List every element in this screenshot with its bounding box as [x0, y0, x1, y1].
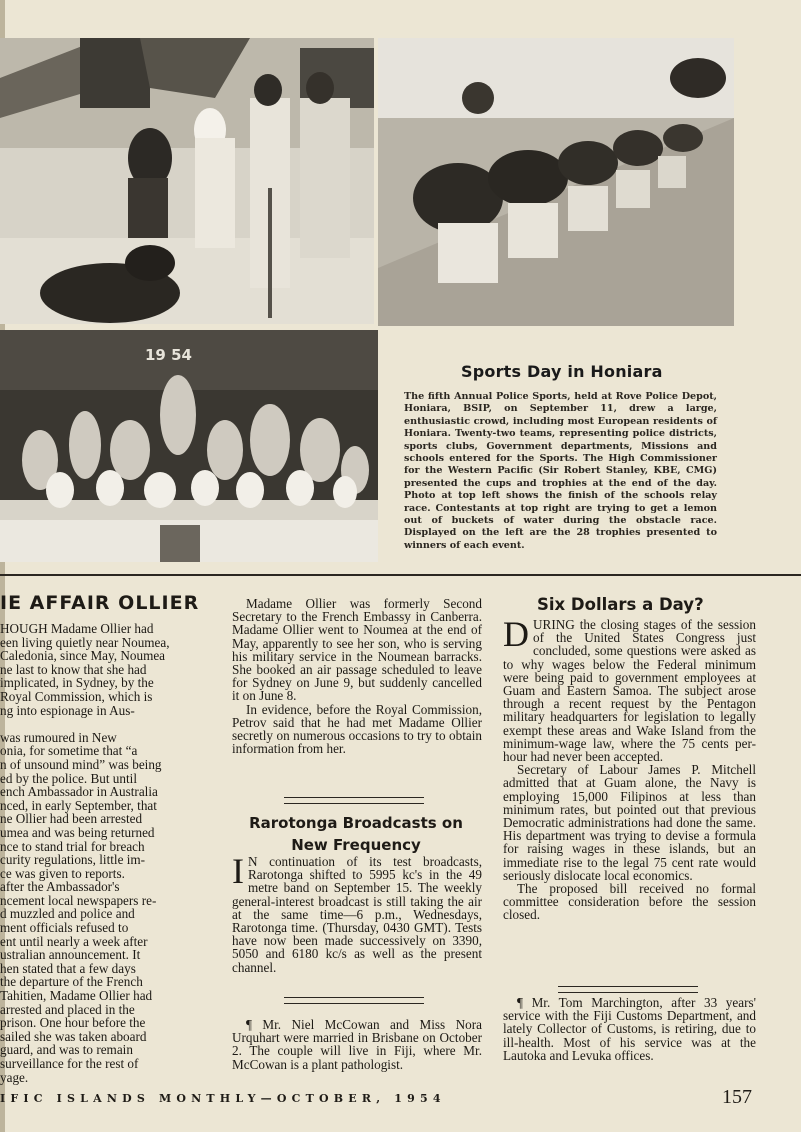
- rarotonga-heading: Rarotonga Broadcasts on New Frequency: [249, 814, 463, 854]
- trophy-year-banner: 19 54: [145, 346, 192, 364]
- mccowan-paragraph: ¶ Mr. Niel McCowan and Miss Nora Urquhart were married in Brisbane on October 2. The couple will live in Fiji, where Mr. McCowan is a plant pathologist.: [232, 1017, 482, 1072]
- rarotonga-article: [232, 851, 482, 975]
- ollier-line: ustralian announcement. It: [0, 947, 141, 963]
- ollier-line: [0, 717, 208, 731]
- ollier-continued: [232, 597, 482, 755]
- ollier-heading: IE AFFAIR OLLIER: [0, 592, 200, 614]
- ollier-text-lines: [0, 622, 208, 1084]
- ollier-line: arrested and placed in the: [0, 1001, 135, 1017]
- six-dollars-paragraph-2: Secretary of Labour James P. Mitchell admitted that at Guam alone, the Navy is employing 15,000 Filipinos at less than minimum rates, but pointed out that previous Democratic administrations had done the same. His department was trying to devise a formula for raising wages in these islands, but an immediate rise to the legal 75 cent rate would seriously dislocate local economics.: [503, 762, 756, 883]
- ollier-column: [0, 622, 208, 1084]
- ollier-line: ench Ambassador in Australia: [0, 784, 158, 800]
- marchington-paragraph: ¶ Mr. Tom Marchington, after 33 years' service with the Fiji Customs Department, and lately Collector of Customs, is retiring, due to ill-health. Most of his service was at the Lautoka and Levuka offices.: [503, 995, 756, 1063]
- ollier-line: ed by the police. But until: [0, 770, 137, 786]
- six-dollars-body-1: URING the closing stages of the session of the United States Congress just concluded, some questions were asked as to why wages below the Federal minimum were being paid to government employees at Guam and Eastern Samoa. The subject arose through a recent request by the Pentagon military headquarters for legislation to legally exempt these areas and Wake Island from the minimum-wage law, where the 75 cents per-hour had never been accepted.: [503, 617, 756, 765]
- photo-caption-title: Sports Day in Honiara: [461, 362, 663, 381]
- ollier-cont-paragraph-1: Madame Ollier was formerly Second Secretary to the French Embassy in Canberra. Madame Ollier went to Noumea at the end of May, apparently to see her son, who is serving his military service in the Noumean barracks. She booked an air passage scheduled to leave for Sydney on June 9, but suddenly cancelled it on June 8.: [232, 596, 482, 704]
- ollier-line: curity regulations, little im-: [0, 852, 146, 868]
- page-number: 157: [722, 1086, 752, 1108]
- ollier-line: yage.: [0, 1069, 29, 1085]
- marchington-note: [503, 996, 756, 1062]
- ollier-line: ent until nearly a week after: [0, 933, 148, 949]
- six-dollars-paragraph-3: The proposed bill received no formal committee consideration before the session closed.: [503, 881, 756, 923]
- ollier-line: after the Ambassador's: [0, 879, 120, 895]
- ollier-line: ne last to know that she had: [0, 661, 147, 677]
- middle-rule-2: [284, 997, 424, 1004]
- ollier-line: n of unsound mind” was being: [0, 756, 162, 772]
- ollier-line: ment officials refused to: [0, 920, 129, 936]
- six-dollars-article: [503, 614, 756, 923]
- ollier-line: ng into espionage in Aus-: [0, 702, 135, 718]
- ollier-line: nced, in early September, that: [0, 797, 157, 813]
- section-divider: [0, 574, 801, 576]
- middle-rule-1: [284, 797, 424, 804]
- ollier-line: HOUGH Madame Ollier had: [0, 621, 154, 636]
- ollier-line: Tahitien, Madame Ollier had: [0, 988, 153, 1004]
- six-dollars-dropcap: D: [503, 614, 529, 654]
- ollier-line: onia, for sometime that “a: [0, 743, 138, 759]
- ollier-line: ncement local newspapers re-: [0, 892, 157, 908]
- relay-race-photo: [0, 38, 374, 324]
- photo-caption-body: The fifth Annual Police Sports, held at Rove Police Depot, Honiara, BSIP, on September 11, drew a large, enthusiastic crowd, including most European residents of Honiara. Twenty-two teams, representing police districts, sports clubs, Government departments, Missions and schools entered for the Sports. The High Commissioner for the Western Pacific (Sir Robert Stanley, KBE, CMG) presented the cups and trophies at the end of the day. Photo at top left shows the finish of the schools relay race. Contestants at top right are trying to get a lemon out of buckets of water during the obstacle race. Displayed on the left are the 28 trophies presented to winners of each event.: [404, 391, 717, 551]
- ollier-line: umea and was being returned: [0, 824, 155, 840]
- ollier-line: implicated, in Sydney, by the: [0, 675, 154, 691]
- ollier-line: hen stated that a few days: [0, 960, 136, 976]
- rarotonga-dropcap: I: [232, 851, 244, 891]
- ollier-line: surveillance for the rest of: [0, 1056, 139, 1071]
- ollier-line: sailed she was taken aboard: [0, 1028, 147, 1044]
- mccowan-note: [232, 1018, 482, 1071]
- ollier-line: een living quietly near Noumea,: [0, 634, 170, 650]
- ollier-line: the departure of the French: [0, 974, 143, 990]
- ollier-line: guard, and was to remain: [0, 1042, 133, 1058]
- six-dollars-heading: Six Dollars a Day?: [537, 595, 704, 614]
- right-rule: [558, 986, 698, 993]
- ollier-line: ne Ollier had been arrested: [0, 811, 143, 827]
- ollier-line: nce to stand trial for breach: [0, 838, 145, 854]
- six-dollars-paragraph-1: [503, 614, 756, 765]
- ollier-line: d muzzled and police and: [0, 906, 135, 922]
- rarotonga-body: N continuation of its test broadcasts, Rarotonga shifted to 5995 kc's in the 49 metre band on September 15. The weekly general-interest broadcast is still taking the air at the same time—6 p.m., Wednesdays, Rarotonga time. (Thursday, 0430 GMT). Tests have now been made successively on 3390, 5050 and 6180 kc/s as well as the present channel.: [232, 854, 482, 975]
- ollier-line: prison. One hour before the: [0, 1015, 146, 1031]
- ollier-cont-paragraph-2: In evidence, before the Royal Commission, Petrov said that he had met Madame Ollier secretly on numerous occasions to try to obtain information from her.: [232, 701, 482, 757]
- ollier-line: ce was given to reports.: [0, 865, 125, 881]
- ollier-line: Caledonia, since May, Noumea: [0, 648, 166, 664]
- running-footer: IFIC ISLANDS MONTHLY—OCTOBER, 1954: [0, 1092, 446, 1105]
- trophies-photo: [0, 330, 378, 562]
- obstacle-race-photo: [378, 38, 734, 326]
- ollier-line: Royal Commission, which is: [0, 688, 153, 704]
- ollier-line: was rumoured in New: [0, 729, 117, 745]
